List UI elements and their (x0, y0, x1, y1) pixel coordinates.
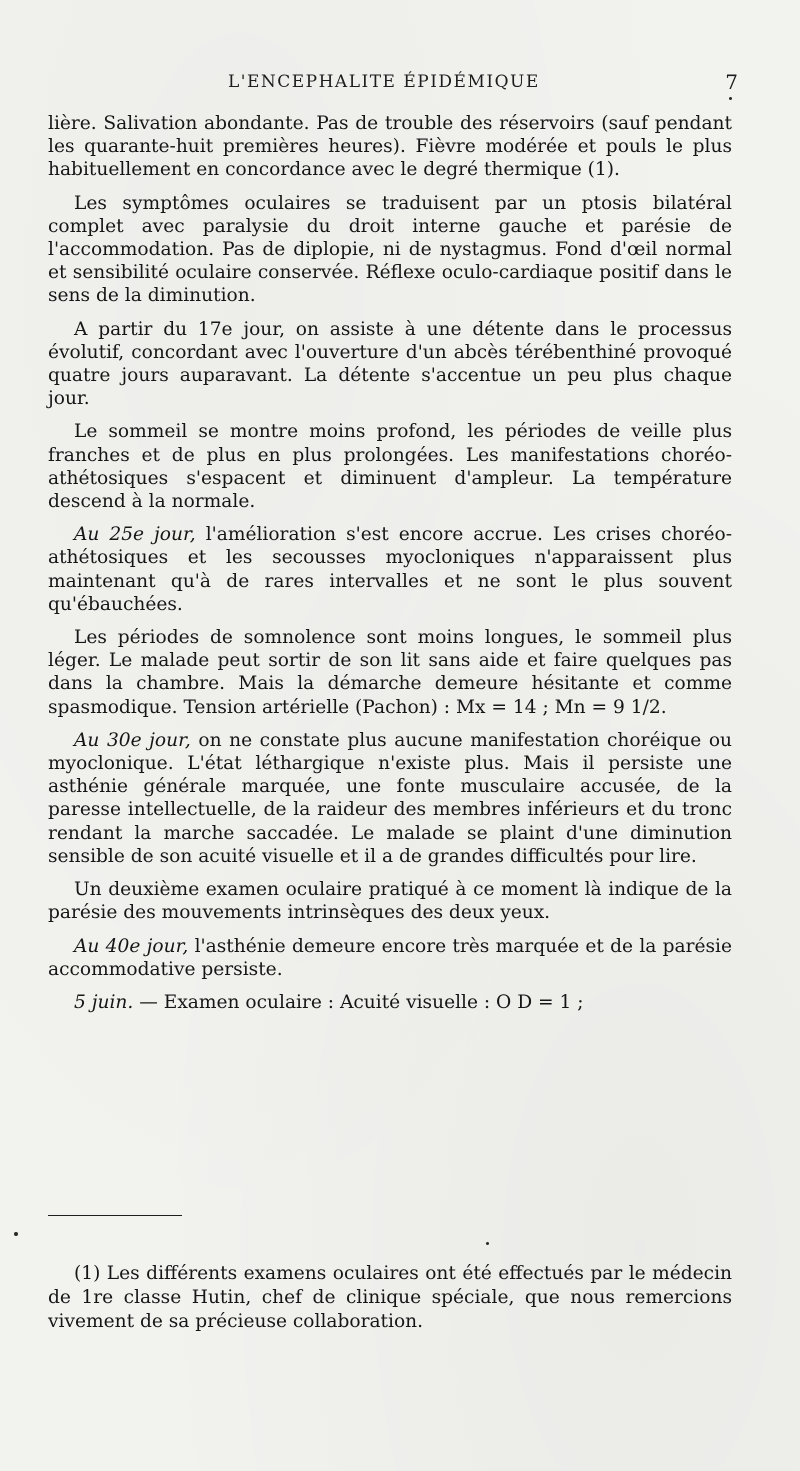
paragraph-text: lière. Salivation abondante. Pas de trouble des réservoirs (sauf pendant les quarante-huit premières heures). Fièvre modérée et pouls le plus habituellement en concordance avec le degré thermique (1). (48, 113, 732, 181)
print-speck (486, 1242, 489, 1245)
footnote-separator (48, 1215, 182, 1216)
print-speck (729, 97, 732, 100)
running-title: L'ENCEPHALITE ÉPIDÉMIQUE (228, 72, 540, 92)
paragraph (48, 318, 732, 411)
paragraph (48, 626, 732, 719)
paragraph-text: A partir du 17e jour, on assiste à une détente dans le processus évolutif, concordant avec l'ouverture d'un abcès térébenthiné provoqué quatre jours auparavant. La détente s'accentue un peu plus chaque jour. (48, 318, 732, 410)
paragraph-text: on ne constate plus aucune manifestation choréique ou myoclonique. L'état léthargique n'existe plus. Mais il persiste une asthénie générale marquée, une fonte musculaire accusée, de la paresse intellectuelle, de la raideur des membres inférieurs et du tronc rendant la marche saccadée. Le malade se plaint d'une diminution sensible de son acuité visuelle et il a de grandes difficultés pour lire. (48, 729, 733, 867)
paragraph-text: Les symptômes oculaires se traduisent par un ptosis bilatéral complet avec paralysie du droit interne gauche et parésie de l'accommodation. Pas de diplopie, ni de nystagmus. Fond d'œil normal et sensibilité oculaire conservée. Réflexe oculo-cardiaque positif dans le sens de la diminution. (48, 192, 732, 307)
paragraph-lead: 5 juin. (74, 991, 134, 1013)
paragraph (48, 991, 732, 1014)
paragraph-text: l'asthénie demeure encore très marquée et de la parésie accommodative persiste. (48, 935, 733, 980)
paragraph (48, 420, 732, 513)
paragraph-text: Un deuxième examen oculaire pratiqué à ce moment là indique de la parésie des mouvements intrinsèques des deux yeux. (48, 879, 732, 924)
paragraph (48, 112, 732, 182)
paragraph-lead: Au 30e jour, (74, 729, 191, 751)
paragraph (48, 192, 732, 308)
print-speck (14, 1232, 18, 1236)
paragraph (48, 878, 732, 924)
page-number: 7 (725, 70, 738, 94)
paragraph (48, 523, 732, 616)
paragraph-text: Les périodes de somnolence sont moins longues, le sommeil plus léger. Le malade peut sortir de son lit sans aide et faire quelques pas dans la chambre. Mais la démarche demeure hésitante et comme spasmodique. Tension artérielle (Pachon) : Mx = 14 ; Mn = 9 1/2. (48, 627, 732, 718)
paragraph (48, 935, 732, 981)
paragraph-lead: Au 40e jour, (74, 935, 189, 957)
body-text (48, 112, 732, 1024)
paragraph-text: Le sommeil se montre moins profond, les périodes de veille plus franches et de plus en plus prolongées. Les manifestations choréo-athétosiques s'espacent et diminuent d'ampleur. La température descend à la normale. (48, 421, 732, 513)
paragraph (48, 729, 732, 868)
paragraph-text: — Examen oculaire : Acuité visuelle : O D = 1 ; (133, 991, 584, 1013)
footnote: (1) Les différents examens oculaires ont été effectués par le médecin de 1re classe Hutin, chef de clinique spéciale, que nous remercions vivement de sa précieuse collaboration. (48, 1263, 732, 1332)
paragraph-text: l'amélioration s'est encore accrue. Les crises choréo-athétosiques et les secousses myocloniques n'apparaissent plus maintenant qu'à de rares intervalles et ne sont le plus souvent qu'ébauchées. (48, 524, 733, 615)
running-header (48, 66, 738, 96)
paragraph-lead: Au 25e jour, (74, 524, 196, 546)
